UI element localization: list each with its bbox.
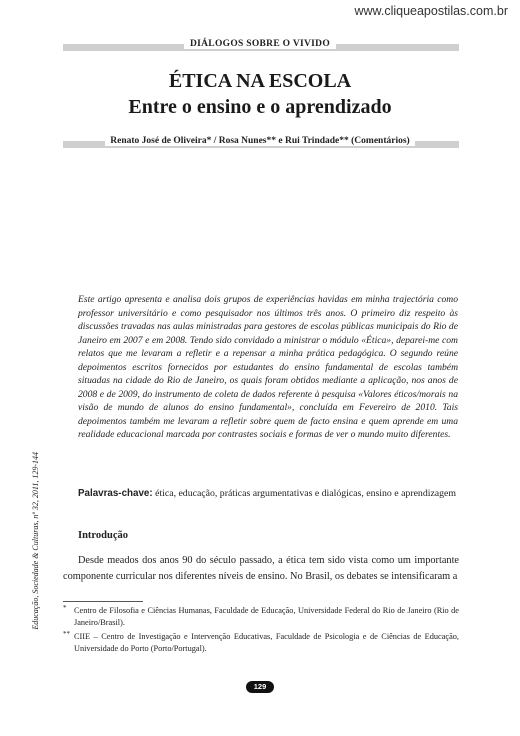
keywords-paragraph bbox=[78, 487, 473, 500]
article-title bbox=[0, 68, 520, 120]
journal-side-citation: Educação, Sociedade & Culturas, nº 32, 2011, 129-144 bbox=[31, 452, 40, 630]
page-number-badge: 129 bbox=[246, 681, 274, 693]
footnote-2-text: CIIE – Centro de Investigação e Intervenção Educativas, Faculdade de Psicologia e de Ciências de Educação, Universidade do Porto (Porto/Portugal). bbox=[74, 632, 459, 653]
introduction-heading: Introdução bbox=[78, 530, 128, 541]
keywords-label: Palavras-chave: bbox=[78, 488, 153, 499]
footnote-2-mark: ** bbox=[63, 630, 70, 638]
section-label bbox=[0, 39, 520, 49]
authors-text: Renato José de Oliveira* / Rosa Nunes** e Rui Trindade** (Comentários) bbox=[105, 136, 414, 146]
footnote-1-mark: * bbox=[63, 604, 67, 612]
section-label-text: DIÁLOGOS SOBRE O VIVIDO bbox=[184, 39, 336, 49]
title-line-2: Entre o ensino e o aprendizado bbox=[128, 96, 392, 118]
abstract-paragraph: Este artigo apresenta e analisa dois grupos de experiências havidas em minha trajectória como professor universitário e como pesquisador nos últimos três anos. O primeiro diz respeito às discussões travadas nas aulas ministradas para gestores de escolas públicas municipais do Rio de Janeiro em 2007 e em 2008. Tendo sido convidado a ministrar o módulo «Ética», deparei-me com relatos que me levaram a refletir e a repensar a minha prática pedagógica. O segundo reúne depoimentos escritos fornecidos por estudantes do ensino fundamental de escolas também situadas na cidade do Rio de Janeiro, os quais foram obtidos mediante a aplicação, nos anos de 2008 e de 2009, do instrumento de coleta de dados referente à pesquisa «Valores éticos/morais na visão de mundo de alunos do ensino fundamental», concluída em Fevereiro de 2010. Tais depoimentos também me levaram a refletir sobre quem de facto ensina e quem aprende em uma realidade educacional marcada por contrastes sociais e formas de ver o mundo muito diferentes. bbox=[78, 294, 458, 440]
watermark-url: www.cliqueapostilas.com.br bbox=[354, 4, 508, 18]
authors-line bbox=[0, 136, 520, 146]
keywords-text: ética, educação, práticas argumentativas e dialógicas, ensino e aprendizagem bbox=[152, 488, 457, 499]
footnote-1-text: Centro de Filosofia e Ciências Humanas, Faculdade de Educação, Universidade Federal do Rio de Janeiro (Rio de Janeiro/Brasil). bbox=[74, 606, 459, 627]
footnote-separator bbox=[63, 601, 143, 602]
footnote-2 bbox=[63, 631, 459, 654]
title-line-1: ÉTICA NA ESCOLA bbox=[168, 70, 352, 92]
footnote-1 bbox=[63, 605, 459, 628]
introduction-paragraph: Desde meados dos anos 90 do século passado, a ética tem sido vista como um importante componente curricular nos diferentes níveis de ensino. No Brasil, os debates se intensificaram a bbox=[63, 555, 459, 582]
